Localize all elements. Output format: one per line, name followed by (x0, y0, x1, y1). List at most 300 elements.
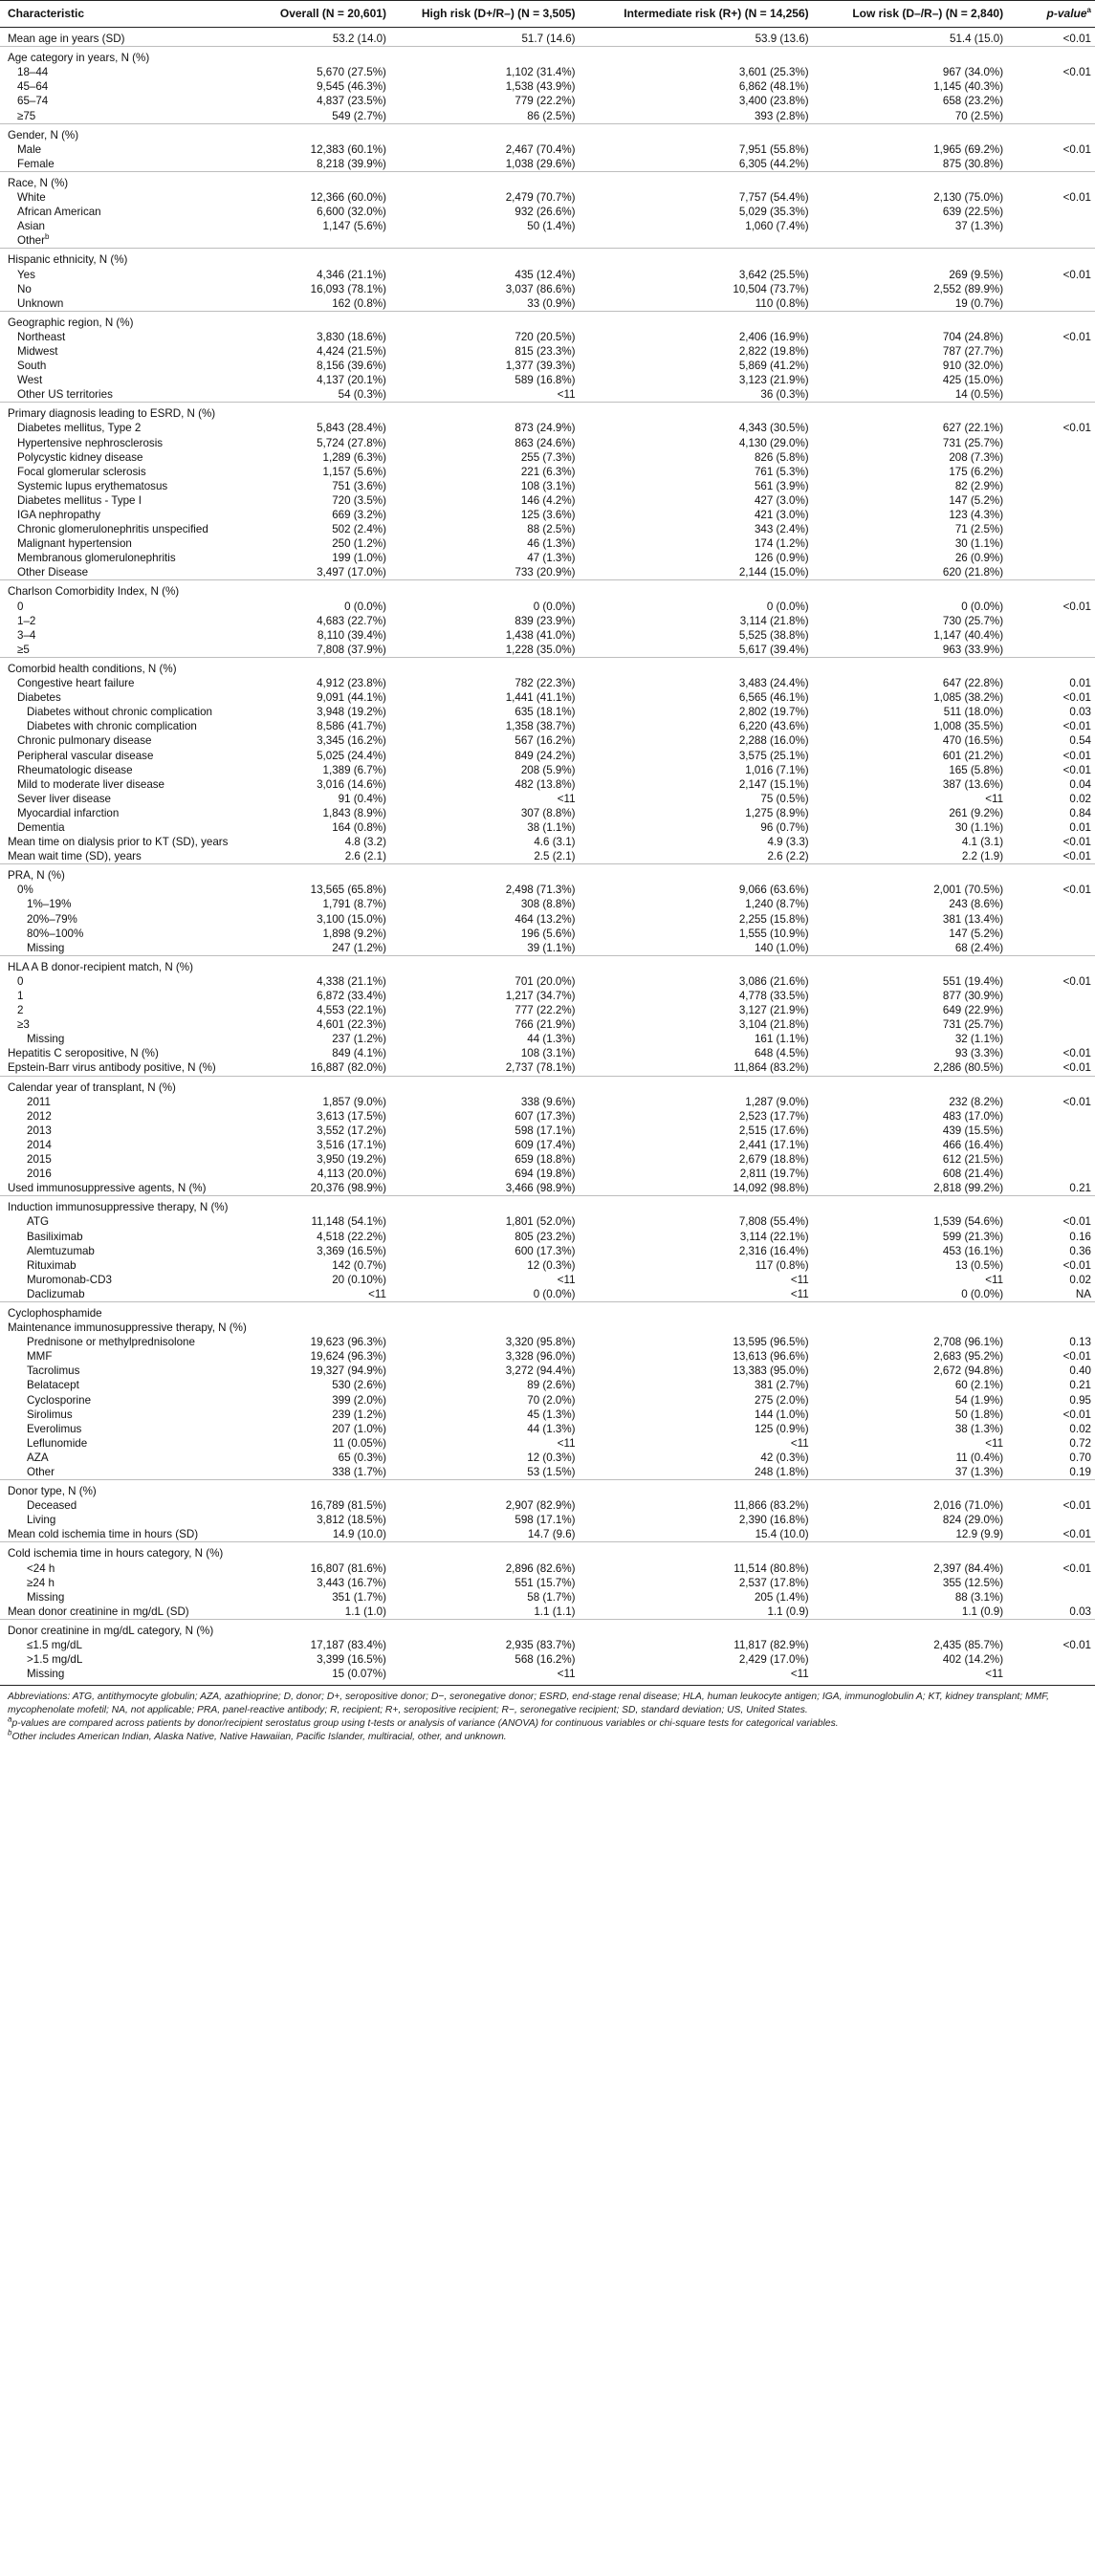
cell-high-risk: 44 (1.3%) (527, 1033, 576, 1046)
row-label (0, 941, 248, 956)
row-label-text: Cold ischemia time in hours category, N (%) (8, 1547, 224, 1561)
table-row (0, 450, 1095, 465)
cell-intermediate-risk: 4,130 (29.0%) (738, 436, 809, 449)
cell-low-risk: 877 (30.9%) (942, 990, 1004, 1002)
cell-high-risk: <11 (557, 1436, 576, 1450)
cell-low-risk: 511 (18.0%) (943, 706, 1004, 719)
row-label-text: 2016 (27, 1168, 52, 1181)
row-label (0, 1230, 248, 1244)
header-count-text: (N = 14,256) (741, 7, 809, 20)
table-row (0, 1095, 1095, 1109)
cell-low-risk: 612 (21.5%) (942, 1153, 1004, 1167)
cell-high-risk: 4.6 (3.1) (534, 836, 576, 849)
table-row (0, 1667, 1095, 1681)
cell-p-value (1003, 436, 1095, 450)
cell-p-value: 0.70 (1069, 1451, 1091, 1464)
cell-p-value (1003, 1076, 1095, 1095)
row-label (0, 974, 248, 989)
cell-overall: 13,565 (65.8%) (310, 884, 386, 897)
cell-high-risk: 1,358 (38.7%) (505, 720, 576, 733)
row-label (0, 806, 248, 820)
row-label-text: Leflunomide (27, 1436, 88, 1450)
table-row (0, 777, 1095, 792)
cell-overall: 199 (1.0%) (332, 552, 386, 565)
cell-intermediate-risk: 5,869 (41.2%) (738, 360, 809, 373)
table-row (0, 1109, 1095, 1124)
table-row (0, 1638, 1095, 1652)
cell-low-risk: 2,001 (70.5%) (933, 884, 1004, 897)
cell-overall (248, 249, 386, 268)
cell-overall: 3,552 (17.2%) (317, 1124, 386, 1137)
cell-low-risk: 70 (2.5%) (954, 109, 1004, 122)
cell-intermediate-risk: 6,862 (48.1%) (738, 80, 809, 94)
cell-low-risk (809, 580, 1003, 600)
cell-overall: 849 (4.1%) (332, 1047, 386, 1060)
cell-overall (248, 1076, 386, 1095)
cell-low-risk: 2,435 (85.7%) (933, 1639, 1004, 1652)
row-label-text: Hypertensive nephrosclerosis (17, 436, 164, 449)
row-label (0, 359, 248, 373)
cell-p-value: 0.36 (1069, 1244, 1091, 1257)
cell-intermediate-risk: 3,601 (25.3%) (738, 66, 809, 79)
cell-low-risk: 731 (25.7%) (942, 436, 1004, 449)
table-row (0, 1590, 1095, 1605)
table-row (0, 1321, 1095, 1335)
row-label (0, 1060, 248, 1076)
header-high-risk (386, 1, 576, 28)
cell-intermediate-risk: 393 (2.8%) (754, 109, 809, 122)
cell-low-risk (809, 1542, 1003, 1561)
cell-p-value: <0.01 (1062, 1047, 1091, 1060)
cell-low-risk: 2,672 (94.8%) (933, 1364, 1004, 1378)
cell-low-risk: 71 (2.5%) (954, 523, 1004, 536)
table-row (0, 883, 1095, 897)
header-count-text: (N = 2,840) (942, 7, 1004, 20)
table-row (0, 1561, 1095, 1576)
cell-low-risk: 2,708 (96.1%) (933, 1336, 1004, 1349)
cell-intermediate-risk (576, 657, 809, 676)
row-label (0, 479, 248, 493)
row-label-text: Midwest (17, 344, 58, 358)
cell-low-risk: 2,397 (84.4%) (933, 1561, 1004, 1575)
row-label (0, 1287, 248, 1302)
cell-p-value (1003, 551, 1095, 565)
cell-intermediate-risk: 6,220 (43.6%) (738, 720, 809, 733)
cell-high-risk: 46 (1.3%) (527, 537, 576, 551)
cell-intermediate-risk: 140 (1.0%) (754, 941, 809, 954)
row-label-text: Everolimus (27, 1422, 82, 1435)
table-row (0, 109, 1095, 124)
cell-low-risk: 704 (24.8%) (942, 330, 1004, 343)
row-label (0, 373, 248, 387)
cell-low-risk: 32 (1.1%) (954, 1033, 1004, 1046)
cell-overall: 4.8 (3.2) (344, 836, 386, 849)
cell-low-risk: 88 (3.1%) (954, 1590, 1004, 1604)
cell-p-value (1003, 296, 1095, 312)
cell-high-risk (386, 403, 576, 422)
cell-high-risk: 609 (17.4%) (515, 1138, 576, 1151)
cell-low-risk: <11 (985, 1436, 1004, 1450)
table-row (0, 233, 1095, 249)
row-label-text: <24 h (27, 1561, 55, 1575)
cell-overall (248, 1321, 386, 1335)
cell-p-value (1003, 1032, 1095, 1046)
cell-high-risk: 89 (2.6%) (527, 1379, 576, 1392)
row-label-text: Alemtuzumab (27, 1244, 95, 1257)
cell-p-value (1003, 1619, 1095, 1638)
cell-intermediate-risk: 5,029 (35.3%) (738, 206, 809, 219)
row-label (0, 47, 248, 66)
cell-intermediate-risk: 0 (0.0%) (766, 600, 809, 613)
row-label-text: Other Disease (17, 566, 89, 579)
row-label (0, 955, 248, 974)
cell-high-risk: 1,038 (29.6%) (505, 157, 576, 170)
cell-intermediate-risk: 2,679 (18.8%) (738, 1153, 809, 1167)
cell-low-risk: 466 (16.4%) (942, 1138, 1004, 1151)
cell-high-risk: 108 (3.1%) (520, 479, 576, 492)
cell-high-risk (386, 1480, 576, 1499)
cell-p-value (1003, 1152, 1095, 1167)
cell-high-risk: 694 (19.8%) (515, 1168, 576, 1181)
footnotes (0, 1685, 1095, 1744)
footnote-a-marker: a (8, 1714, 12, 1724)
header-characteristic: Characteristic (0, 1, 248, 28)
table-row (0, 989, 1095, 1003)
cell-high-risk: 1,538 (43.9%) (505, 80, 576, 94)
table-row (0, 205, 1095, 219)
table-row (0, 171, 1095, 190)
row-label-text: Focal glomerular sclerosis (17, 465, 146, 478)
table-row (0, 1422, 1095, 1436)
cell-intermediate-risk: 11,866 (83.2%) (734, 1499, 809, 1513)
cell-p-value (1003, 643, 1095, 658)
cell-high-risk: 86 (2.5%) (527, 109, 576, 122)
table-row (0, 79, 1095, 94)
cell-intermediate-risk: 11,817 (82.9%) (734, 1639, 809, 1652)
cell-overall: 4,837 (23.5%) (317, 95, 386, 108)
row-label-text: Mean wait time (SD), years (8, 850, 142, 863)
cell-intermediate-risk: 3,114 (21.8%) (739, 614, 809, 627)
cell-low-risk: 11 (0.4%) (955, 1451, 1004, 1464)
row-label-text: White (17, 191, 46, 205)
cell-overall: 16,807 (81.6%) (310, 1561, 386, 1575)
table-row (0, 1196, 1095, 1215)
cell-intermediate-risk (576, 47, 809, 66)
row-label-text: Maintenance immunosuppressive therapy, N (%) (8, 1321, 247, 1335)
cell-overall: 751 (3.6%) (332, 479, 386, 492)
cell-overall: 3,016 (14.6%) (317, 777, 386, 791)
cell-high-risk: 2,737 (78.1%) (505, 1061, 576, 1075)
cell-intermediate-risk: 2,144 (15.0%) (738, 566, 809, 579)
cell-high-risk: 3,320 (95.8%) (505, 1336, 576, 1349)
cell-p-value (1003, 123, 1095, 142)
cell-overall: 399 (2.0%) (332, 1393, 386, 1407)
row-label (0, 1244, 248, 1258)
cell-low-risk: 54 (1.9%) (954, 1393, 1004, 1407)
row-label-text: Age category in years, N (%) (8, 52, 150, 65)
cell-high-risk (386, 1321, 576, 1335)
cell-low-risk: 647 (22.8%) (942, 677, 1004, 690)
cell-intermediate-risk: 2,255 (15.8%) (738, 912, 809, 926)
cell-p-value: <0.01 (1062, 836, 1091, 849)
cell-p-value: <0.01 (1062, 1258, 1091, 1272)
row-label-text: 20%–79% (27, 912, 77, 926)
cell-intermediate-risk: 11,864 (83.2%) (734, 1061, 809, 1075)
cell-low-risk: 123 (4.3%) (949, 509, 1004, 521)
cell-high-risk: <11 (557, 388, 576, 402)
cell-high-risk (386, 311, 576, 330)
row-label-text: ≥24 h (27, 1576, 55, 1589)
cell-intermediate-risk: 3,642 (25.5%) (738, 268, 809, 281)
table-row (0, 1258, 1095, 1273)
cell-high-risk: 1,801 (52.0%) (505, 1215, 576, 1229)
cell-low-risk: 38 (1.3%) (954, 1422, 1004, 1435)
cell-overall (248, 123, 386, 142)
row-label (0, 282, 248, 296)
cell-high-risk: 3,037 (86.6%) (505, 282, 576, 295)
cell-high-risk: 782 (22.3%) (515, 677, 576, 690)
row-label (0, 1465, 248, 1480)
cell-p-value: <0.01 (1062, 1639, 1091, 1652)
cell-intermediate-risk: 161 (1.1%) (754, 1033, 809, 1046)
cell-intermediate-risk: 4,778 (33.5%) (738, 990, 809, 1002)
table-row (0, 912, 1095, 927)
cell-p-value: <0.01 (1062, 1499, 1091, 1513)
cell-low-risk: 68 (2.4%) (954, 941, 1004, 954)
cell-intermediate-risk: 13,383 (95.0%) (733, 1364, 809, 1378)
row-label (0, 835, 248, 849)
cell-overall (248, 311, 386, 330)
table-row (0, 123, 1095, 142)
cell-high-risk: 607 (17.3%) (515, 1109, 576, 1123)
row-label (0, 1335, 248, 1349)
cell-high-risk: 1,228 (35.0%) (505, 643, 576, 656)
cell-low-risk (809, 311, 1003, 330)
row-label (0, 864, 248, 884)
cell-overall: 15 (0.07%) (332, 1668, 386, 1681)
table-row (0, 47, 1095, 66)
cell-intermediate-risk: 3,123 (21.9%) (738, 374, 809, 387)
table-row (0, 941, 1095, 956)
row-label (0, 536, 248, 551)
cell-low-risk (809, 1321, 1003, 1335)
cell-p-value (1003, 1652, 1095, 1667)
footnote-a-text: p-values are compared across patients by donor/recipient serostatus group using t-tests or analysis of variance (ANOVA) for continuous variables or chi-square tests for categorical variables. (11, 1718, 839, 1730)
table-row (0, 1060, 1095, 1076)
row-label-text: 2012 (27, 1109, 52, 1123)
cell-low-risk (809, 1196, 1003, 1215)
table-row (0, 344, 1095, 359)
cell-overall: 65 (0.3%) (338, 1451, 386, 1464)
cell-intermediate-risk: <11 (790, 1287, 809, 1300)
cell-p-value: 0.21 (1069, 1379, 1091, 1392)
cell-high-risk: 435 (12.4%) (515, 268, 576, 281)
row-label (0, 28, 248, 47)
cell-low-risk (809, 249, 1003, 268)
row-label (0, 1436, 248, 1451)
table-row (0, 927, 1095, 941)
cell-p-value (1003, 282, 1095, 296)
cell-p-value: <0.01 (1062, 884, 1091, 897)
cell-overall (248, 1196, 386, 1215)
footnote-b-marker: b (8, 1728, 12, 1737)
footnote-b-text: Other includes American Indian, Alaska Native, Native Hawaiian, Pacific Islander, multiracial, other, and unknown. (11, 1732, 507, 1743)
row-label-text: Chronic glomerulonephritis unspecified (17, 523, 208, 536)
cell-low-risk: 147 (5.2%) (949, 927, 1004, 940)
cell-intermediate-risk: 1,240 (8.7%) (745, 898, 809, 911)
cell-p-value: 0.13 (1069, 1336, 1091, 1349)
row-label (0, 719, 248, 733)
row-label (0, 219, 248, 233)
cell-intermediate-risk: 126 (0.9%) (754, 552, 809, 565)
table-row (0, 806, 1095, 820)
table-row (0, 705, 1095, 719)
row-label-text: Polycystic kidney disease (17, 450, 143, 464)
cell-p-value (1003, 359, 1095, 373)
cell-overall: 6,872 (33.4%) (317, 990, 386, 1002)
cell-high-risk: 482 (13.8%) (515, 777, 576, 791)
table-row (0, 719, 1095, 733)
cell-intermediate-risk: 125 (0.9%) (754, 1422, 809, 1435)
row-label (0, 1109, 248, 1124)
cell-p-value (1003, 311, 1095, 330)
row-label-text: South (17, 360, 47, 373)
cell-overall: 0 (0.0%) (344, 600, 386, 613)
cell-intermediate-risk: 3,127 (21.9%) (738, 1004, 809, 1017)
cell-high-risk: 1,217 (34.7%) (505, 990, 576, 1002)
table-body (0, 28, 1095, 1682)
row-label-text: Dementia (17, 820, 65, 834)
cell-overall: 17,187 (83.4%) (310, 1639, 386, 1652)
cell-overall: 4,338 (21.1%) (317, 974, 386, 988)
cell-high-risk: 3,328 (96.0%) (505, 1350, 576, 1364)
table-row (0, 522, 1095, 536)
cell-p-value: 0.95 (1069, 1393, 1091, 1407)
cell-overall: 20,376 (98.9%) (310, 1182, 386, 1195)
header-title-text: Overall (279, 7, 319, 20)
table-row (0, 421, 1095, 435)
cell-overall: 4,137 (20.1%) (317, 374, 386, 387)
table-row (0, 1498, 1095, 1513)
header-count-text: (N = 3,505) (514, 7, 576, 20)
cell-p-value (1003, 1124, 1095, 1138)
row-label-text: Hispanic ethnicity, N (%) (8, 253, 128, 267)
cell-low-risk: 639 (22.5%) (942, 206, 1004, 219)
row-label (0, 551, 248, 565)
table-row (0, 157, 1095, 172)
cell-p-value: <0.01 (1062, 1350, 1091, 1364)
row-label (0, 1076, 248, 1095)
cell-high-risk: 2,498 (71.3%) (505, 884, 576, 897)
cell-intermediate-risk: 826 (5.8%) (754, 450, 809, 464)
cell-low-risk: 1,965 (69.2%) (933, 142, 1004, 156)
cell-p-value (1003, 79, 1095, 94)
table-row (0, 479, 1095, 493)
cell-low-risk: 2,286 (80.5%) (933, 1061, 1004, 1075)
cell-intermediate-risk: 6,305 (44.2%) (738, 157, 809, 170)
row-label (0, 508, 248, 522)
cell-intermediate-risk: 1.1 (0.9) (767, 1605, 809, 1618)
cell-intermediate-risk (576, 403, 809, 422)
cell-intermediate-risk: 248 (1.8%) (754, 1466, 809, 1478)
row-label-text: 65–74 (17, 95, 49, 108)
cell-intermediate-risk (576, 1321, 809, 1335)
header-title-text: High risk (D+/R–) (421, 7, 515, 20)
cell-overall: 4,424 (21.5%) (317, 344, 386, 358)
cell-intermediate-risk: 2.6 (2.2) (767, 850, 809, 863)
cell-high-risk: <11 (557, 1668, 576, 1681)
cell-intermediate-risk (576, 955, 809, 974)
cell-high-risk: 88 (2.5%) (527, 523, 576, 536)
cell-high-risk: 2,935 (83.7%) (505, 1639, 576, 1652)
cell-overall: 4,553 (22.1%) (317, 1004, 386, 1017)
cell-intermediate-risk: 761 (5.3%) (754, 465, 809, 478)
cell-high-risk: 2.5 (2.1) (534, 850, 576, 863)
row-label-text: Geographic region, N (%) (8, 316, 134, 329)
row-label (0, 94, 248, 108)
row-label (0, 820, 248, 835)
cell-low-risk: 453 (16.1%) (942, 1244, 1004, 1257)
cell-overall (248, 955, 386, 974)
cell-p-value (1003, 171, 1095, 190)
row-label (0, 157, 248, 172)
cell-p-value: <0.01 (1062, 1408, 1091, 1421)
row-label (0, 403, 248, 422)
cell-high-risk: 598 (17.1%) (515, 1514, 576, 1527)
cell-overall: 1,898 (9.2%) (322, 927, 386, 940)
row-label (0, 436, 248, 450)
cell-p-value (1003, 955, 1095, 974)
table-row (0, 1214, 1095, 1229)
cell-high-risk (386, 1301, 576, 1321)
cell-p-value: 0.03 (1069, 706, 1091, 719)
cell-intermediate-risk: 117 (0.8%) (755, 1258, 809, 1272)
row-label (0, 1017, 248, 1032)
row-label-text: 18–44 (17, 66, 49, 79)
cell-p-value (1003, 1003, 1095, 1017)
cell-intermediate-risk: 2,288 (16.0%) (738, 734, 809, 748)
header-count-text: (N = 20,601) (318, 7, 386, 20)
cell-p-value (1003, 614, 1095, 628)
row-label (0, 565, 248, 580)
cell-high-risk: 2,896 (82.6%) (505, 1561, 576, 1575)
cell-intermediate-risk: 1,060 (7.4%) (745, 220, 809, 233)
cell-overall: 8,586 (41.7%) (317, 720, 386, 733)
cell-overall (248, 47, 386, 66)
cell-intermediate-risk: <11 (790, 1668, 809, 1681)
row-label-text: HLA A B donor-recipient match, N (%) (8, 960, 193, 973)
cell-p-value: 0.03 (1069, 1605, 1091, 1618)
cell-overall: <11 (368, 1287, 386, 1300)
table-row (0, 311, 1095, 330)
row-label-text: Gender, N (%) (8, 128, 79, 142)
cell-p-value: <0.01 (1062, 422, 1091, 435)
table-row (0, 614, 1095, 628)
cell-p-value: <0.01 (1062, 66, 1091, 79)
cell-p-value (1003, 1480, 1095, 1499)
table-row (0, 1301, 1095, 1321)
cell-p-value: <0.01 (1062, 1095, 1091, 1108)
footnote-a (8, 1714, 1087, 1731)
table-row (0, 1124, 1095, 1138)
table-row (0, 1138, 1095, 1152)
cell-high-risk: 1.1 (1.1) (534, 1605, 576, 1618)
cell-overall: 142 (0.7%) (332, 1258, 386, 1272)
cell-p-value (1003, 1576, 1095, 1590)
table-row (0, 296, 1095, 312)
cell-high-risk (386, 1619, 576, 1638)
cell-high-risk (386, 657, 576, 676)
